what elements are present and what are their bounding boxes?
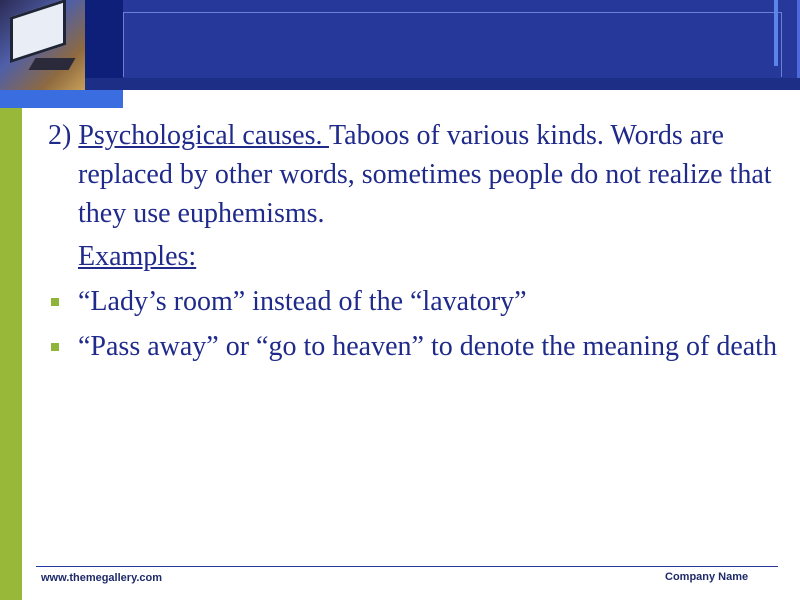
main-paragraph [48, 116, 778, 233]
paragraph-text: Taboos of various kinds. Words are replaced by other words, sometimes people do not realize that they use euphemisms. [78, 120, 772, 229]
header-bottom-strip [0, 78, 800, 90]
paragraph-heading: Psychological causes. [78, 120, 329, 151]
keyboard-shape [29, 58, 76, 70]
list-item [48, 282, 778, 321]
list-item-text: “Pass away” or “go to heaven” to denote the meaning of death [78, 331, 777, 362]
logo-image [0, 0, 85, 90]
left-accent-top [0, 90, 123, 108]
examples-label: Examples: [78, 241, 197, 272]
footer-company: Company Name [665, 571, 749, 583]
list-item [48, 327, 778, 366]
slide-content [48, 116, 778, 366]
header-frame [123, 12, 782, 77]
computer-monitor-icon [10, 0, 66, 63]
left-accent-bar [0, 90, 22, 600]
square-bullet-icon [51, 298, 59, 306]
header-banner [85, 0, 800, 90]
list-item-text: “Lady’s room” instead of the “lavatory” [78, 286, 527, 317]
square-bullet-icon [51, 343, 59, 351]
header-accent-line [774, 0, 778, 66]
header-dark-block [85, 0, 123, 90]
example-list [48, 282, 778, 366]
footer-divider [36, 566, 778, 567]
paragraph-number: 2) [48, 120, 79, 151]
footer-website: www.themegallery.com [41, 572, 163, 584]
